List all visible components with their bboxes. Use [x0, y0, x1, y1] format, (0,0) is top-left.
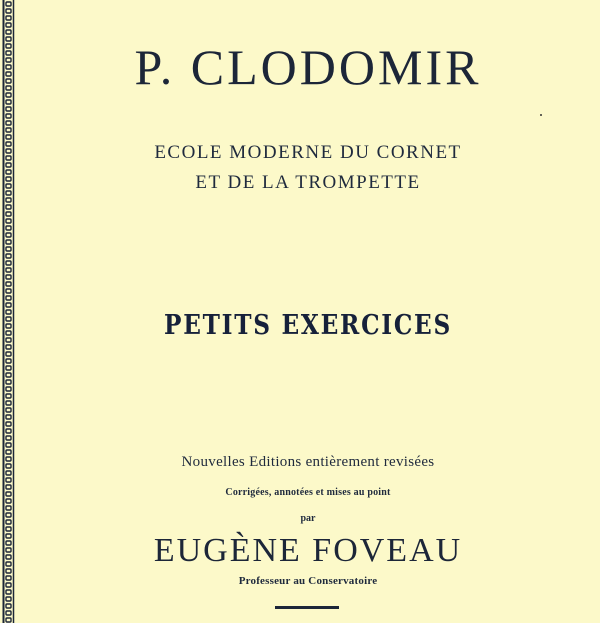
- revision-note: Corrigées, annotées et mises au point: [225, 487, 391, 498]
- paper-speck: [540, 114, 542, 116]
- by-label: par: [300, 513, 316, 524]
- work-title: PETITS EXERCICES: [164, 310, 452, 341]
- composer-name: P. CLODOMIR: [134, 39, 482, 95]
- series-title-line-1: ECOLE MODERNE DU CORNET: [154, 142, 462, 163]
- decorative-border: [2, 0, 16, 623]
- border-pattern-icon: [2, 0, 16, 623]
- divider-rule: [275, 606, 339, 609]
- editor-name: EUGÈNE FOVEAU: [153, 532, 463, 569]
- editor-title: Professeur au Conservatoire: [238, 575, 378, 587]
- edition-note: Nouvelles Editions entièrement revisées: [181, 454, 435, 470]
- series-title-line-2: ET DE LA TROMPETTE: [195, 172, 421, 193]
